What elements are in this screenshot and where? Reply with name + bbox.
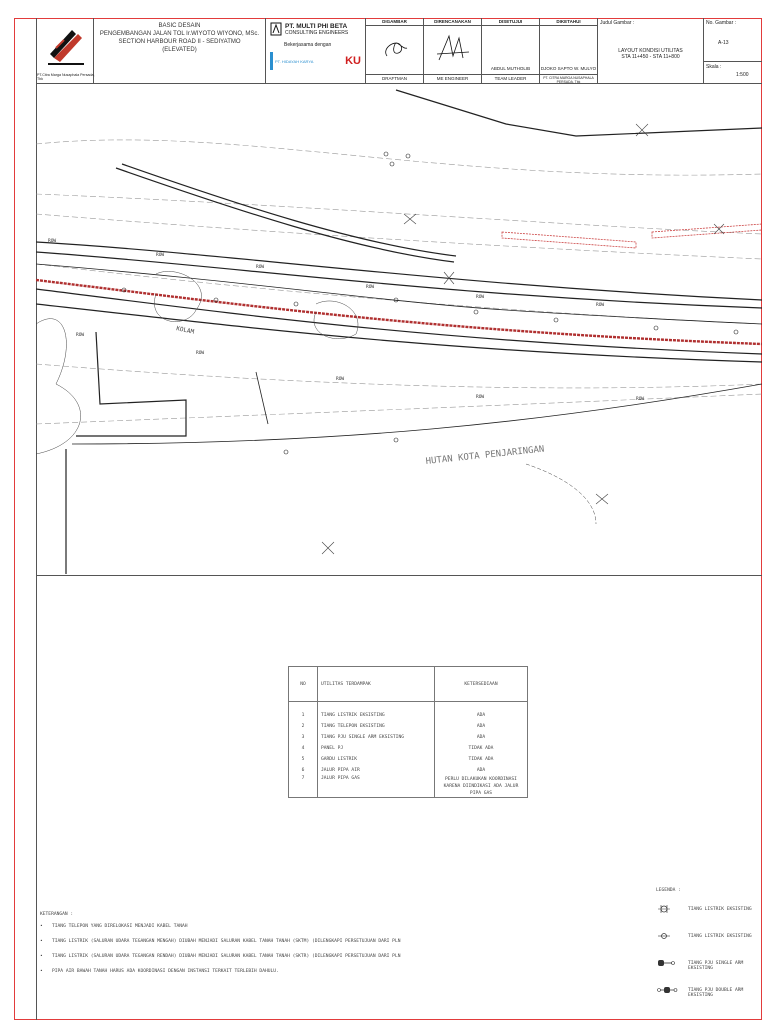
cell-availability: ADA bbox=[435, 765, 528, 776]
partner-label: Bekerjasama dengan bbox=[284, 42, 332, 48]
cell-no: 7 bbox=[289, 776, 318, 798]
kolam-label: KOLAM bbox=[175, 325, 195, 336]
plan-drawing bbox=[36, 84, 762, 576]
owner-logo-icon bbox=[36, 18, 94, 70]
scale-label: Skala : bbox=[706, 64, 722, 70]
forest-label: HUTAN KOTA PENJARINGAN bbox=[425, 444, 545, 467]
note-item: • TIANG TELEPON YANG DIRELOKASI MENJADI KABEL TANAH bbox=[40, 924, 640, 929]
sig-name: DJOKO SAPTO W. MULYO bbox=[540, 66, 597, 71]
table-row bbox=[289, 765, 528, 776]
legend-label: TIANG PJU SINGLE ARM EKSISTING bbox=[688, 961, 744, 971]
table-row bbox=[289, 721, 528, 732]
scale-cell bbox=[704, 62, 762, 84]
table-row bbox=[289, 732, 528, 743]
cell-utility: JALUR PIPA GAS bbox=[318, 776, 435, 798]
sig-header: DIRENCANAKAN bbox=[424, 18, 481, 26]
cell-no: 2 bbox=[289, 721, 318, 732]
legend-label: TIANG LISTRIK EKSISTING bbox=[688, 907, 752, 912]
cell-utility: JALUR PIPA AIR bbox=[318, 765, 435, 776]
sig-drawn bbox=[366, 18, 424, 84]
sig-acknowledged bbox=[540, 18, 598, 84]
electric-pole-small-icon bbox=[656, 930, 680, 944]
utility-layout-plan bbox=[36, 84, 762, 576]
electric-pole-icon bbox=[656, 903, 680, 917]
header-utility: UTILITAS TERDAMPAK bbox=[318, 667, 435, 702]
pju-single-arm-icon bbox=[656, 957, 680, 971]
sig-role: DRAFTMAN bbox=[366, 74, 423, 82]
table-row bbox=[289, 754, 528, 765]
owner-name: PT.Citra Marga Nusaphala Persada, Tbk bbox=[37, 73, 95, 81]
row-label: ROW bbox=[196, 351, 205, 356]
legend-label: TIANG LISTRIK EKSISTING bbox=[688, 934, 752, 939]
row-label: ROW bbox=[636, 397, 645, 402]
pju-double-arm-icon bbox=[656, 984, 680, 998]
owner-logo-cell bbox=[36, 18, 94, 84]
sig-name: ABDUL MUTHOLIB bbox=[490, 66, 531, 71]
row-label: ROW bbox=[336, 377, 345, 382]
row-label: ROW bbox=[48, 239, 57, 244]
table-row bbox=[289, 702, 528, 722]
table-row bbox=[289, 776, 528, 798]
cell-no: 3 bbox=[289, 732, 318, 743]
legend-item bbox=[656, 930, 766, 957]
cell-utility: TIANG TELEPON EKSISTING bbox=[318, 721, 435, 732]
sig-header: DIGAMBAR bbox=[366, 18, 423, 26]
cell-availability: TIDAK ADA bbox=[435, 743, 528, 754]
legend-item bbox=[656, 957, 766, 984]
legend-item bbox=[656, 903, 766, 930]
sig-header: DISETUJUI bbox=[482, 18, 539, 26]
header-availability: KETERSEDIAAN bbox=[435, 667, 528, 702]
cell-no: 1 bbox=[289, 702, 318, 722]
project-title bbox=[94, 18, 266, 84]
project-line-2: PENGEMBANGAN JALAN TOL Ir.WIYOTO WIYONO, MSc. bbox=[99, 31, 260, 37]
cell-availability: ADA bbox=[435, 702, 528, 722]
drawing-no-cell bbox=[704, 18, 762, 62]
drawing-no: A-13 bbox=[718, 40, 729, 46]
sig-role: ME ENGINEER bbox=[424, 74, 481, 82]
note-item: • PIPA AIR BAWAH TANAH HARUS ADA KOORDINASI DENGAN INSTANSI TERKAIT TERLEBIH DAHULU. bbox=[40, 969, 640, 974]
cell-availability: PERLU DILAKUKAN KOORDINASI KARENA DIINDIKASI ADA JALUR PIPA GAS bbox=[435, 776, 528, 798]
notes-section bbox=[40, 912, 640, 984]
drawing-no-label: No. Gambar : bbox=[706, 20, 737, 26]
scale-value: 1:500 bbox=[736, 72, 749, 78]
notes-title: KETERANGAN : bbox=[40, 912, 74, 917]
consultant-name: PT. MULTI PHI BETA bbox=[285, 22, 348, 30]
cell-availability: ADA bbox=[435, 721, 528, 732]
sig-role: TEAM LEADER bbox=[482, 74, 539, 82]
row-label: ROW bbox=[256, 265, 265, 270]
project-line-1: BASIC DESAIN bbox=[158, 23, 201, 29]
note-item: • TIANG LISTRIK (SALURAN UDARA TEGANGAN MENGAH) DIUBAH MENJADI SALURAN KABEL TANAH TANAH (SKTM) (DILENGKAPI PERSETUJUAN DARI PLN bbox=[40, 939, 640, 944]
partner-1-name: PT. HIDAYAH KARYA bbox=[275, 58, 314, 64]
consultant-cell bbox=[266, 18, 366, 84]
drawing-title-cell bbox=[598, 18, 704, 84]
project-line-3: SECTION HARBOUR ROAD II - SEDIYATMO bbox=[118, 39, 241, 45]
signature-1-icon bbox=[367, 26, 423, 70]
cell-utility: PANEL PJ bbox=[318, 743, 435, 754]
utilities-table bbox=[288, 666, 528, 798]
consultant-sub: CONSULTING ENGINEERS bbox=[285, 29, 349, 36]
partner-2-logo-icon: KU bbox=[345, 55, 361, 67]
cell-no: 5 bbox=[289, 754, 318, 765]
partner-1-logo-icon bbox=[270, 52, 273, 70]
drawing-title-line-2: STA 11+450 - STA 11+800 bbox=[621, 54, 680, 60]
header-no: NO bbox=[289, 667, 318, 702]
note-item: • TIANG LISTRIK (SALURAN UDARA TEGANGAN RENDAH) DIUBAH MENJADI SALURAN KABEL TANAH TANAH (SKTR) (DILENGKAPI PERSETUJUAN DARI PLN bbox=[40, 954, 640, 959]
legend-label: TIANG PJU DOUBLE ARM EKSISTING bbox=[688, 988, 744, 998]
sig-planned bbox=[424, 18, 482, 84]
signature-2-icon bbox=[425, 26, 481, 70]
drawing-title-line-1: LAYOUT KONDISI UTILITAS bbox=[618, 48, 683, 54]
legend-section bbox=[656, 888, 766, 1011]
sig-header: DIKETAHUI bbox=[540, 18, 597, 26]
cell-utility: TIANG LISTRIK EKSISTING bbox=[318, 702, 435, 722]
cell-utility: TIANG PJU SINGLE ARM EKSISTING bbox=[318, 732, 435, 743]
row-label: ROW bbox=[156, 253, 165, 258]
row-label: ROW bbox=[596, 303, 605, 308]
cell-availability: ADA bbox=[435, 732, 528, 743]
project-line-4: (ELEVATED) bbox=[162, 47, 197, 53]
title-block bbox=[36, 18, 762, 84]
row-label: ROW bbox=[476, 295, 485, 300]
table-row bbox=[289, 743, 528, 754]
cell-no: 6 bbox=[289, 765, 318, 776]
cell-availability: TIDAK ADA bbox=[435, 754, 528, 765]
legend-item bbox=[656, 984, 766, 1011]
legend-title: LEGENDA : bbox=[656, 888, 681, 893]
sig-role: PT. CITRA MARGA NUSAPHALA PERSADA, Tbk bbox=[540, 74, 597, 85]
row-label: ROW bbox=[366, 285, 375, 290]
consultant-logo-icon bbox=[270, 22, 282, 36]
row-label: ROW bbox=[76, 333, 85, 338]
cell-utility: GARDU LISTRIK bbox=[318, 754, 435, 765]
drawing-title-label: Judul Gambar : bbox=[600, 20, 635, 26]
row-label: ROW bbox=[476, 395, 485, 400]
table-header-row bbox=[289, 667, 528, 702]
cell-no: 4 bbox=[289, 743, 318, 754]
sig-approved bbox=[482, 18, 540, 84]
